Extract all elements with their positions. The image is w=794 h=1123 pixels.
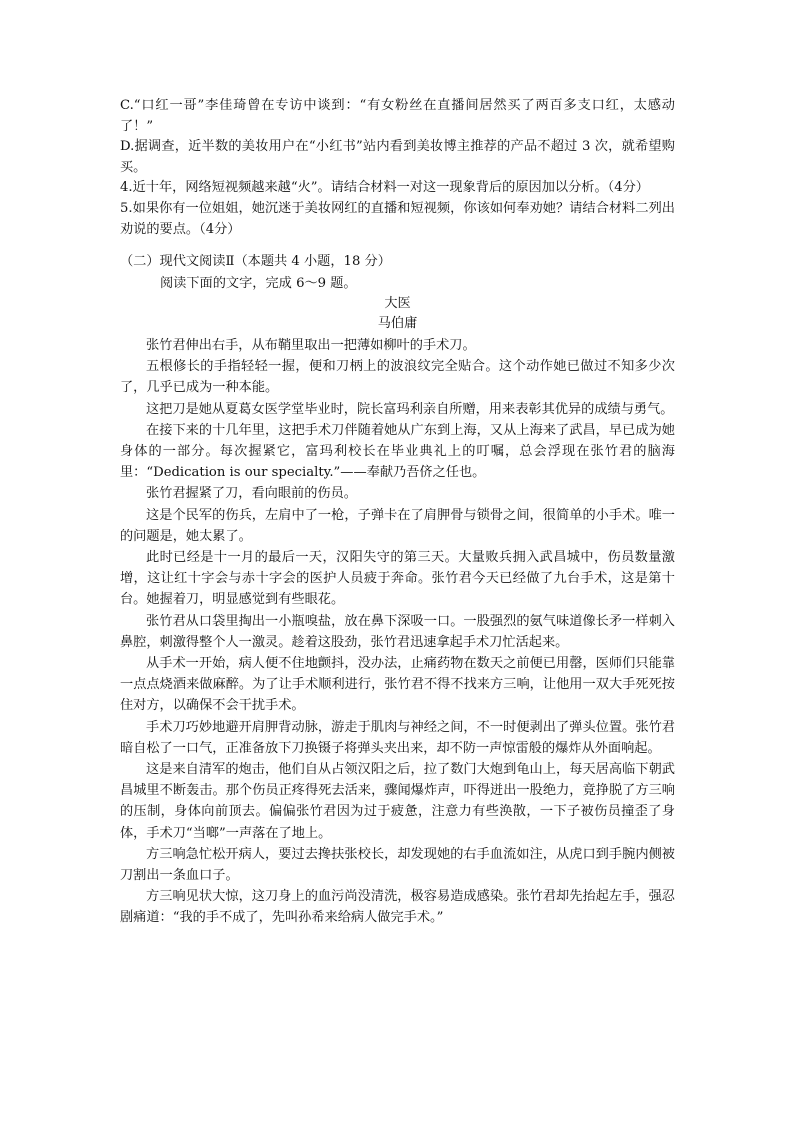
story-paragraph: 张竹君从口袋里掏出一小瓶嗅盐，放在鼻下深吸一口。一股强烈的氨气味道像长矛一样刺入鼻腔，刺激得整个人一激灵。趁着这股劲，张竹君迅速拿起手术刀忙活起来。	[120, 613, 675, 650]
story-paragraph: 五根修长的手指轻轻一握，便和刀柄上的波浪纹完全贴合。这个动作她已做过不知多少次了，几乎已成为一种本能。	[120, 359, 675, 396]
story-paragraph: 张竹君握紧了刀，看向眼前的伤员。	[146, 486, 357, 502]
story-paragraph: 在接下来的十几年里，这把手术刀伴随着她从广东到上海，又从上海来了武昌，早已成为她身体的一部分。每次握紧它，富玛利校长在毕业典礼上的叮嘱，总会浮现在张竹君的脑海里：“Dedication is our specialty.”——奉献乃吾侪之任也。	[120, 422, 675, 481]
story-paragraph: 此时已经是十一月的最后一天，汉阳失守的第三天。大量败兵拥入武昌城中，伤员数量激增，这让红十字会与赤十字会的医护人员疲于奔命。张竹君今天已经做了九台手术，这是第十台。她握着刀，明显感觉到有些眼花。	[120, 549, 675, 608]
reading-instruction: 阅读下面的文字，完成 6～9 题。	[160, 275, 357, 291]
story-paragraph: 从手术一开始，病人便不住地颤抖，没办法，止痛药物在数天之前便已用罄，医师们只能靠一点点烧酒来做麻醉。为了让手术顺利进行，张竹君不得不找来方三响，让他用一双大手死死按住对方，以确保不会干扰手术。	[120, 655, 675, 714]
question-5: 5.如果你有一位姐姐，她沉迷于美妆网红的直播和短视频，你该如何奉劝她？请结合材料二列出劝说的要点。（4分）	[120, 200, 675, 237]
story-title: 大医	[384, 295, 411, 311]
option-d: D.据调查，近半数的美妆用户在“小红书”站内看到美妆博主推荐的产品不超过 3 次，就希望购买。	[120, 139, 675, 175]
story-author: 马伯庸	[377, 316, 418, 332]
option-c: C.“口红一哥”李佳琦曾在专访中谈到：“有女粉丝在直播间居然买了两百多支口红，太感动了！”	[120, 98, 675, 134]
story-paragraph: 这是个民军的伤兵，左肩中了一枪，子弹卡在了肩胛骨与锁骨之间，很简单的小手术。唯一的问题是，她太累了。	[120, 507, 675, 544]
document-page	[120, 96, 675, 929]
section-title: （二）现代文阅读Ⅱ（本题共 4 小题，18 分）	[120, 254, 391, 270]
story-paragraph: 这是来自清军的炮击，他们自从占领汉阳之后，拉了数门大炮到龟山上，每天居高临下朝武昌城里不断轰击。那个伤员正疼得死去活来，骤闻爆炸声，吓得迸出一股绝力，竟挣脱了方三响的压制，身体向前顶去。偏偏张竹君因为过于疲惫，注意力有些涣散，一下子被伤员撞歪了身体，手术刀“当啷”一声落在了地上。	[120, 762, 675, 841]
spacer	[120, 240, 675, 252]
story-paragraph: 方三响见状大惊，这刀身上的血污尚没清洗，极容易造成感染。张竹君却先抬起左手，强忍剧痛道：“我的手不成了，先叫孙希来给病人做完手术。”	[120, 889, 675, 926]
story-paragraph: 这把刀是她从夏葛女医学堂毕业时，院长富玛利亲自所赠，用来表彰其优异的成绩与勇气。	[146, 401, 674, 417]
question-4: 4.近十年，网络短视频越来越“火”。请结合材料一对这一现象背后的原因加以分析。（4分）	[120, 180, 649, 196]
story-paragraph: 方三响急忙松开病人，要过去搀扶张校长，却发现她的右手血流如注，从虎口到手腕内侧被刀割出一条血口子。	[120, 846, 675, 884]
story-paragraph: 手术刀巧妙地避开肩胛背动脉，游走于肌肉与神经之间，不一时便剥出了弹头位置。张竹君暗自松了一口气，正准备放下刀换镊子将弹头夹出来，却不防一声惊雷般的爆炸从外面响起。	[120, 719, 675, 756]
story-paragraph: 张竹君伸出右手，从布鞘里取出一把薄如柳叶的手术刀。	[146, 337, 476, 353]
